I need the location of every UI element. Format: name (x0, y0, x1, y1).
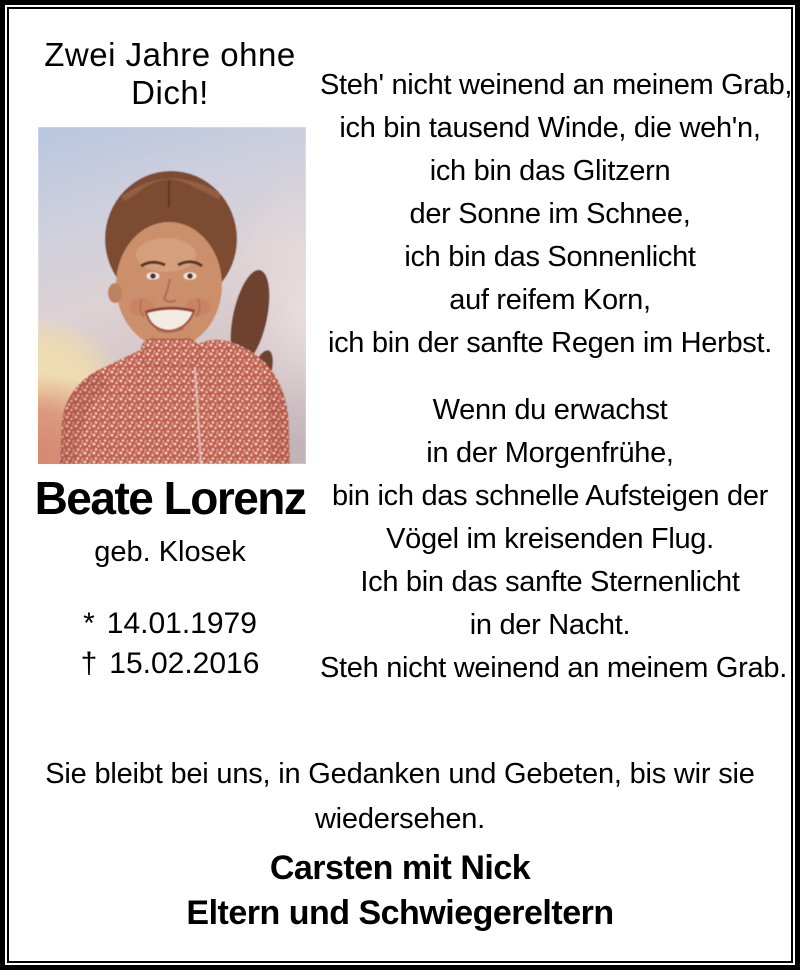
poem-line: der Sonne im Schnee, (409, 198, 691, 230)
poem-line: ich bin das Glitzern (429, 155, 671, 187)
birth-date: 14.01.1979 (106, 607, 257, 640)
closing-line: wiedersehen. (314, 803, 486, 835)
headline: Zwei Jahre ohne Dich! (44, 36, 296, 111)
born-symbol-icon: * (83, 607, 95, 640)
poem-line: Wenn du erwachst (432, 394, 668, 426)
death-date-line (0, 644, 340, 684)
poem-line: Steh' nicht weinend an meinem Grab, (320, 69, 793, 101)
deceased-name: Beate Lorenz (34, 472, 306, 524)
poem-line: auf reifem Korn, (449, 284, 651, 316)
poem-line: in der Nacht. (469, 609, 631, 641)
poem-line: Vögel im kreisenden Flug. (386, 523, 714, 555)
birth-date-line (0, 604, 340, 644)
death-date: 15.02.2016 (109, 647, 260, 680)
closing-message (0, 752, 800, 842)
poem-line: ich bin das Sonnenlicht (404, 241, 696, 273)
poem-line: ich bin tausend Winde, die weh'n, (339, 112, 761, 144)
poem-line: ich bin der sanfte Regen im Herbst. (327, 327, 773, 359)
poem-stanza-2 (320, 389, 787, 690)
poem-line: in der Morgenfrühe, (426, 437, 674, 469)
mourners (0, 846, 800, 936)
poem-line: Ich bin das sanfte Sternenlicht (360, 566, 740, 598)
poem-stanza-1 (320, 64, 793, 365)
died-cross-icon: † (80, 647, 98, 680)
life-dates (0, 604, 340, 684)
poem-line: bin ich das schnelle Aufsteigen der (331, 480, 769, 512)
mourner-line: Eltern und Schwiegereltern (186, 894, 614, 932)
maiden-name: geb. Klosek (94, 536, 246, 568)
portrait-photo (38, 127, 306, 464)
poem-line: Steh nicht weinend an meinem Grab. (320, 652, 787, 684)
closing-line: Sie bleibt bei uns, in Gedanken und Gebeten, bis wir sie (45, 758, 755, 790)
mourner-line: Carsten mit Nick (269, 849, 531, 887)
portrait-photo-graphic (38, 127, 306, 464)
